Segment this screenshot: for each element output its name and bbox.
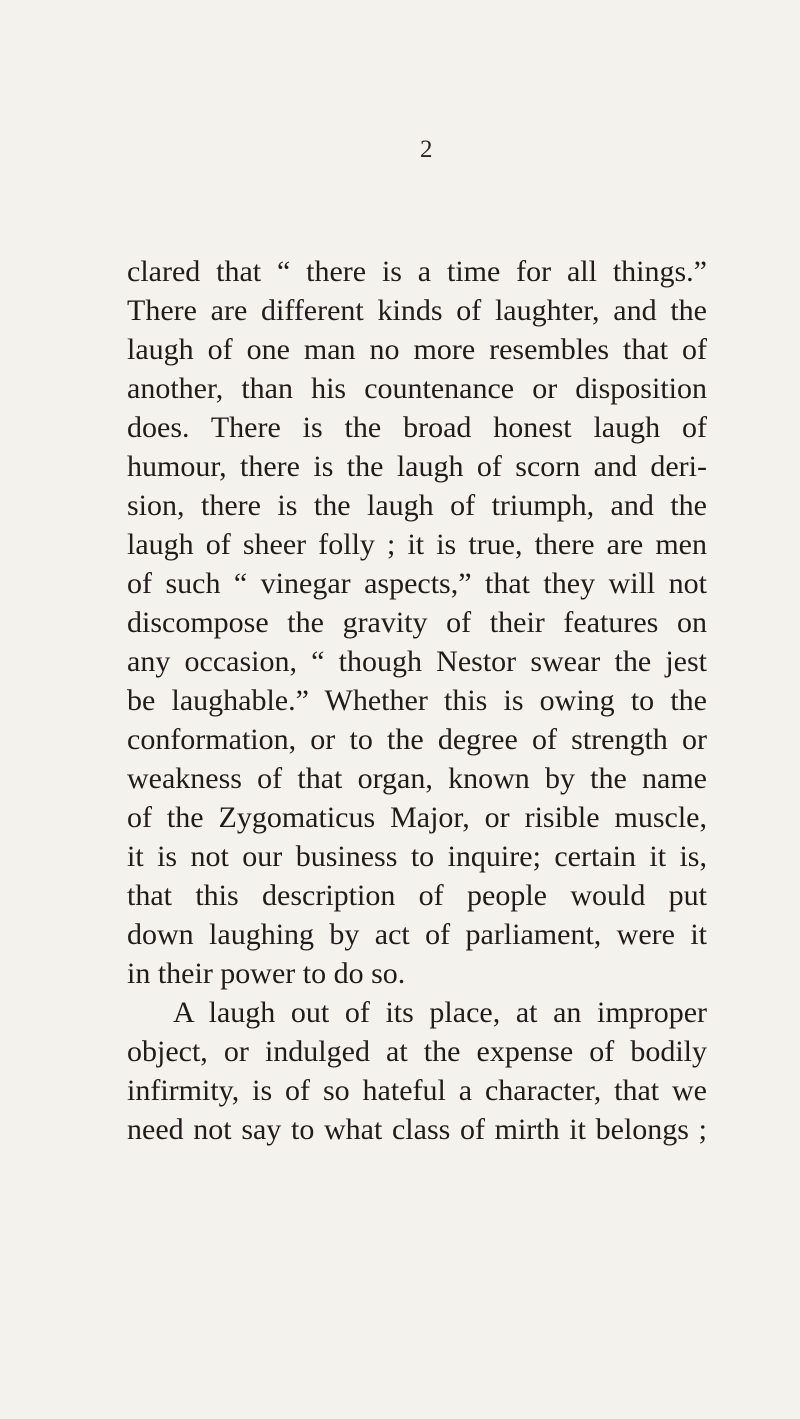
text-line: down laughing by act of parliament, were it	[127, 918, 707, 951]
text-line: need not say to what class of mirth it belongs ;	[127, 1113, 707, 1146]
text-line: There are different kinds of laughter, and the	[127, 294, 707, 327]
text-line: laugh of one man no more resembles that of	[127, 333, 707, 366]
page-number: 2	[420, 136, 433, 163]
text-line: another, than his countenance or disposition	[127, 372, 707, 405]
paragraph-2	[127, 993, 707, 1149]
text-line: conformation, or to the degree of strength or	[127, 723, 707, 756]
body-text	[127, 252, 707, 1149]
text-line: A laugh out of its place, at an improper	[173, 996, 707, 1029]
text-line: object, or indulged at the expense of bodily	[127, 1035, 707, 1068]
text-line: clared that “ there is a time for all things.”	[127, 255, 707, 288]
text-line: of the Zygomaticus Major, or risible muscle,	[127, 801, 707, 834]
text-line: infirmity, is of so hateful a character, that we	[127, 1074, 707, 1107]
text-line: that this description of people would put	[127, 879, 707, 912]
text-line: sion, there is the laugh of triumph, and the	[127, 489, 707, 522]
text-line: it is not our business to inquire; certain it is,	[127, 840, 707, 873]
text-line: does. There is the broad honest laugh of	[127, 411, 707, 444]
text-line: discompose the gravity of their features on	[127, 606, 707, 639]
text-line: of such “ vinegar aspects,” that they will not	[127, 567, 707, 600]
text-line: laugh of sheer folly ; it is true, there are men	[127, 528, 707, 561]
text-line: be laughable.” Whether this is owing to the	[127, 684, 707, 717]
text-line: any occasion, “ though Nestor swear the jest	[127, 645, 707, 678]
text-line: humour, there is the laugh of scorn and deri-	[127, 450, 707, 483]
text-line: weakness of that organ, known by the name	[127, 762, 707, 795]
paragraph-1	[127, 252, 707, 993]
text-line: in their power to do so.	[127, 957, 406, 990]
